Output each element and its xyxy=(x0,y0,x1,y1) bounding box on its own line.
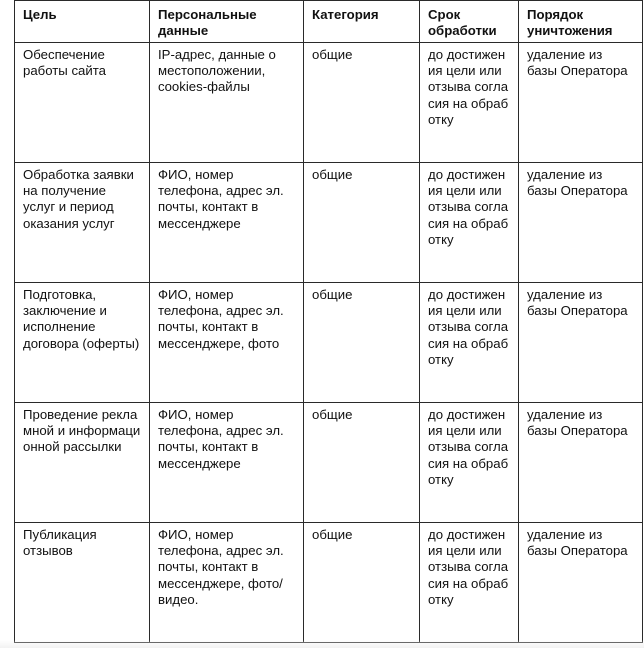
cell-category: общие xyxy=(304,523,420,643)
cell-personal-data: ФИО, номер телефона, адрес эл. почты, контакт в мессенджере, фото/видео. xyxy=(150,523,304,643)
table-row xyxy=(15,43,643,163)
cell-personal-data: ФИО, номер телефона, адрес эл. почты, контакт в мессенджере xyxy=(150,163,304,283)
table-row xyxy=(15,163,643,283)
table-row xyxy=(15,403,643,523)
page-bottom-edge xyxy=(0,640,644,648)
header-processing-term: Срок обработки xyxy=(420,1,519,43)
cell-destruction-order: удаление из базы Оператора xyxy=(519,403,643,523)
table-row xyxy=(15,523,643,643)
cell-destruction-order: удаление из базы Оператора xyxy=(519,523,643,643)
table-body xyxy=(15,43,643,643)
cell-purpose: Обработка заявки на получение услуг и период оказания услуг xyxy=(15,163,150,283)
cell-processing-term: до достижения цели или отзыва согласия на обработку xyxy=(420,403,519,523)
header-purpose: Цель xyxy=(15,1,150,43)
cell-purpose: Обеспечение работы сайта xyxy=(15,43,150,163)
cell-purpose: Проведение рекламной и информационной рассылки xyxy=(15,403,150,523)
cell-processing-term: до достижения цели или отзыва согласия на обработку xyxy=(420,283,519,403)
cell-purpose: Публикация отзывов xyxy=(15,523,150,643)
cell-category: общие xyxy=(304,163,420,283)
cell-personal-data: IP-адрес, данные о местоположении, cookies-файлы xyxy=(150,43,304,163)
personal-data-table xyxy=(14,0,643,643)
table-header xyxy=(15,1,643,43)
cell-category: общие xyxy=(304,403,420,523)
header-category: Категория xyxy=(304,1,420,43)
header-row xyxy=(15,1,643,43)
cell-personal-data: ФИО, номер телефона, адрес эл. почты, контакт в мессенджере xyxy=(150,403,304,523)
header-personal-data: Персональные данные xyxy=(150,1,304,43)
cell-processing-term: до достижения цели или отзыва согласия на обработку xyxy=(420,523,519,643)
cell-personal-data: ФИО, номер телефона, адрес эл. почты, контакт в мессенджере, фото xyxy=(150,283,304,403)
cell-destruction-order: удаление из базы Оператора xyxy=(519,43,643,163)
cell-processing-term: до достижения цели или отзыва согласия на обработку xyxy=(420,43,519,163)
cell-processing-term: до достижения цели или отзыва согласия на обработку xyxy=(420,163,519,283)
cell-category: общие xyxy=(304,283,420,403)
cell-category: общие xyxy=(304,43,420,163)
table-row xyxy=(15,283,643,403)
document-page xyxy=(14,0,642,643)
cell-destruction-order: удаление из базы Оператора xyxy=(519,163,643,283)
cell-destruction-order: удаление из базы Оператора xyxy=(519,283,643,403)
header-destruction-order: Порядок уничтожения xyxy=(519,1,643,43)
cell-purpose: Подготовка, заключение и исполнение договора (оферты) xyxy=(15,283,150,403)
